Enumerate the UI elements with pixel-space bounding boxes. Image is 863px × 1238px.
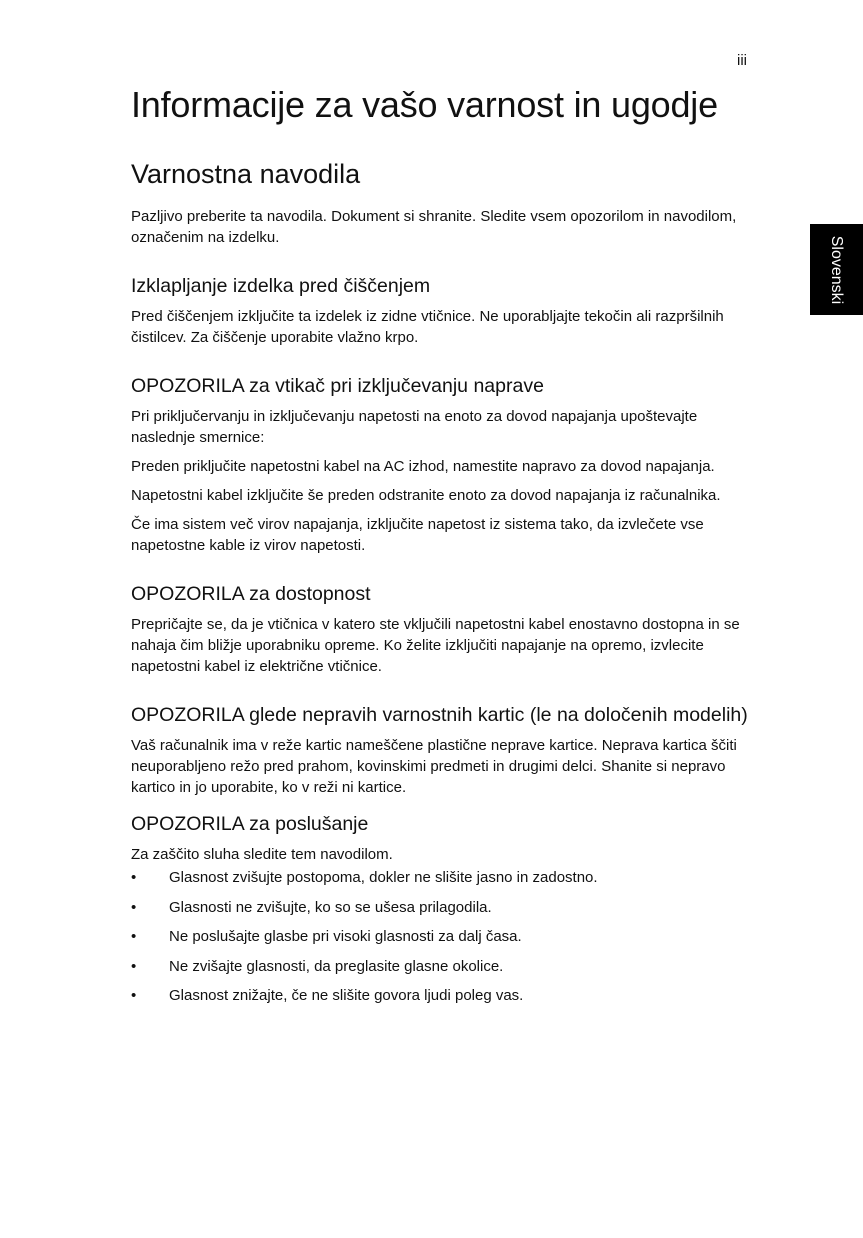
- bullet-icon: •: [131, 898, 137, 916]
- list-item: [131, 956, 751, 977]
- paragraph: Napetostni kabel izključite še preden odstranite enoto za dovod napajanja iz računalnika.: [131, 487, 721, 504]
- subsection-accessibility-warning: [131, 582, 751, 677]
- paragraph: Preden priključite napetostni kabel na AC izhod, namestite napravo za dovod napajanja.: [131, 458, 715, 475]
- bullet-icon: •: [131, 928, 137, 945]
- list-item: [131, 867, 751, 888]
- subsection-heading: OPOZORILA za vtikač pri izključevanju naprave: [131, 375, 544, 397]
- list-item-text: Ne zvišajte glasnosti, da preglasite glasne okolice.: [169, 957, 504, 975]
- list-item: [131, 926, 751, 947]
- document-title: Informacije za vašo varnost in ugodje: [131, 84, 718, 125]
- list-item-text: Glasnosti ne zvišujte, ko so se ušesa prilagodila.: [169, 898, 492, 916]
- bullet-icon: •: [131, 987, 137, 1004]
- section-heading: Varnostna navodila: [131, 159, 361, 189]
- subsection-cleaning: [131, 274, 751, 348]
- list-item: [131, 985, 751, 1006]
- paragraph: Prepričajte se, da je vtičnica v katero ste vključili napetostni kabel enostavno dostopna in se nahaja čim bližje uporabniku opreme. Ko želite izključiti napajanje na opremo, izvlecite napetostni kabel iz električne vtičnice.: [131, 616, 740, 675]
- list-item-text: Ne poslušajte glasbe pri visoki glasnosti za dalj časa.: [169, 928, 522, 945]
- subsection-heading: Izklapljanje izdelka pred čiščenjem: [131, 275, 431, 297]
- list-item-text: Glasnost zvišujte postopoma, dokler ne slišite jasno in zadostno.: [169, 869, 598, 886]
- list-item-text: Glasnost znižajte, če ne slišite govora ljudi poleg vas.: [169, 987, 524, 1004]
- page-number: iii: [737, 52, 747, 69]
- subsection-heading: OPOZORILA glede nepravih varnostnih kartic (le na določenih modelih): [131, 704, 748, 726]
- paragraph: Vaš računalnik ima v reže kartic nameščene plastične neprave kartice. Neprava kartica ščiti neuporabljeno režo pred prahom, kovinskimi predmeti in drugimi delci. Shanite si nepravo kartico in jo uporabite, ko v reži ni kartice.: [131, 737, 737, 796]
- subsection-dummy-card-warning: [131, 703, 751, 798]
- bullet-icon: •: [131, 869, 137, 886]
- paragraph: Če ima sistem več virov napajanja, izključite napetost iz sistema tako, da izvlečete vse napetostne kable iz virov napetosti.: [131, 516, 704, 554]
- document-body: [131, 84, 751, 1015]
- bullet-icon: •: [131, 957, 137, 975]
- language-tab: [810, 224, 863, 315]
- paragraph: Pri priključervanju in izključevanju napetosti na enoto za dovod napajanja upoštevajte naslednje smernice:: [131, 408, 698, 446]
- subsection-listening-warning: [131, 812, 751, 1006]
- section-intro: Pazljivo preberite ta navodila. Dokument si shranite. Sledite vsem opozorilom in navodilom, označenim na izdelku.: [131, 208, 737, 246]
- bullet-list: [131, 867, 751, 1006]
- paragraph: Za zaščito sluha sledite tem navodilom.: [131, 846, 393, 863]
- subsection-heading: OPOZORILA za poslušanje: [131, 813, 369, 835]
- language-tab-label: Slovenski: [828, 235, 845, 305]
- paragraph: Pred čiščenjem izključite ta izdelek iz zidne vtičnice. Ne uporabljajte tekočin ali razpršilnih čistilcev. Za čiščenje uporabite vlažno krpo.: [131, 308, 724, 346]
- list-item: [131, 897, 751, 918]
- subsection-heading: OPOZORILA za dostopnost: [131, 583, 371, 605]
- subsection-plug-warning: [131, 374, 751, 556]
